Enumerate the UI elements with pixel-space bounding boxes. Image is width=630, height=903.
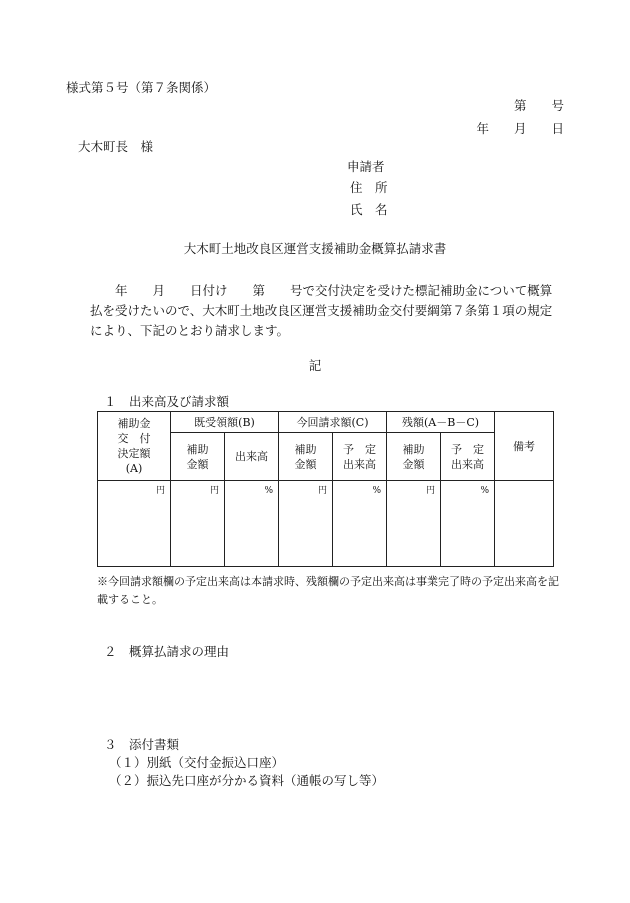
subheader-d-planned-progress: 予 定 出来高 [441, 433, 495, 481]
header-remaining: 残額(A－B－C) [387, 412, 495, 433]
request-body-text: 年 月 日付け 第 号で交付決定を受けた標記補助金について概算払を受けたいので、大木町土地改良区運営支援補助金交付要綱第７条第１項の規定により、下記のとおり請求します。 [90, 283, 553, 338]
cell-b-amount[interactable]: 円 [171, 481, 225, 567]
subheader-c-planned-progress: 予 定 出来高 [333, 433, 387, 481]
ki-heading: 記 [308, 358, 322, 373]
subheader-b-progress: 出来高 [225, 433, 279, 481]
form-number: 様式第５号（第７条関係） [66, 80, 217, 95]
subheader-b-amount: 補助 金額 [171, 433, 225, 481]
subheader-d-amount: 補助 金額 [387, 433, 441, 481]
applicant-heading: 申請者 [347, 159, 385, 174]
document-date: 年 月 日 [476, 121, 564, 136]
document-number: 第 号 [513, 98, 564, 113]
cell-d-amount[interactable]: 円 [387, 481, 441, 567]
section1-title: １ 出来高及び請求額 [104, 394, 230, 409]
header-grant-decision-amount: 補助金 交 付 決定額 (A) [98, 412, 171, 481]
document-title: 大木町土地改良区運営支援補助金概算払請求書 [183, 241, 447, 256]
cell-remarks[interactable] [495, 481, 554, 567]
header-already-received: 既受領額(B) [171, 412, 279, 433]
cell-a-value[interactable]: 円 [98, 481, 171, 567]
subheader-c-amount: 補助 金額 [279, 433, 333, 481]
cell-c-amount[interactable]: 円 [279, 481, 333, 567]
table-note: ※今回請求額欄の予定出来高は本請求時、残額欄の予定出来高は事業完了時の予定出来高を記載すること。 [97, 575, 559, 606]
cell-c-planned-progress[interactable]: % [333, 481, 387, 567]
addressee: 大木町長 様 [78, 139, 154, 154]
cell-d-planned-progress[interactable]: % [441, 481, 495, 567]
header-current-request: 今回請求額(C) [279, 412, 387, 433]
section3-title: ３ 添付書類 [104, 737, 180, 752]
section2-title: ２ 概算払請求の理由 [104, 644, 230, 659]
attachment-item-2: （２）振込先口座が分かる資料（通帳の写し等） [109, 773, 385, 788]
request-amount-table [97, 411, 554, 567]
header-remarks: 備考 [495, 412, 554, 481]
applicant-address-label: 住 所 [350, 180, 388, 195]
cell-b-progress[interactable]: % [225, 481, 279, 567]
applicant-name-label: 氏 名 [350, 202, 388, 217]
attachment-item-1: （１）別紙（交付金振込口座） [109, 755, 285, 770]
